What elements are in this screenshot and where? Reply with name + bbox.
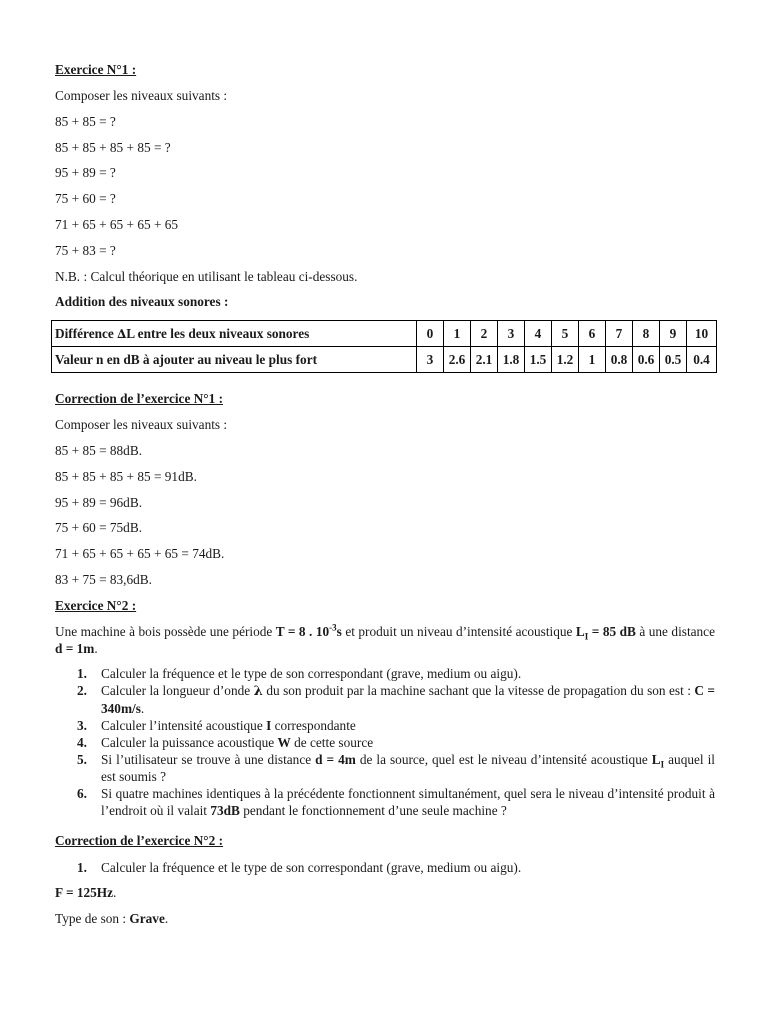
exercise-1-prompt: Composer les niveaux suivants : — [55, 88, 228, 103]
exercise-1-item: 75 + 83 = ? — [55, 243, 116, 258]
correction-1-item: 95 + 89 = 96dB. — [55, 495, 143, 510]
correction-1-title: Correction de l’exercice N°1 : — [55, 391, 224, 406]
table-cell: 3 — [498, 321, 525, 347]
correction-1-item: 83 + 75 = 83,6dB. — [55, 572, 152, 587]
table-row — [52, 347, 717, 373]
list-item: 6. Si quatre machines identiques à la précédente fonctionnent simultanément, quel sera le niveau d’intensité produit à l’endroit où il valait 73dB pendant le fonctionnement d’une seule machine ? — [77, 786, 715, 818]
table-cell: 1 — [579, 347, 606, 373]
correction-2-title: Correction de l’exercice N°2 : — [55, 833, 224, 848]
table-cell: 0.6 — [633, 347, 660, 373]
list-item: 4. Calculer la puissance acoustique W de cette source — [77, 735, 374, 750]
table-cell: 10 — [687, 321, 717, 347]
table-cell: 8 — [633, 321, 660, 347]
correction-1-item: 75 + 60 = 75dB. — [55, 520, 143, 535]
exercise-1-item: 85 + 85 = ? — [55, 114, 116, 129]
table-cell: 0.5 — [660, 347, 687, 373]
table-cell: 2.6 — [444, 347, 471, 373]
table-cell: 1.8 — [498, 347, 525, 373]
table-cell: 5 — [552, 321, 579, 347]
exercise-2-title: Exercice N°2 : — [55, 598, 137, 613]
list-item: 2. Calculer la longueur d’onde λ du son produit par la machine sachant que la vitesse de propagation du son est : C = 340m/s. — [77, 683, 715, 716]
table-row-label: Valeur n en dB à ajouter au niveau le plus fort — [52, 347, 417, 373]
table-cell: 9 — [660, 321, 687, 347]
table-cell: 1 — [444, 321, 471, 347]
table-cell: 7 — [606, 321, 633, 347]
table-row — [52, 321, 717, 347]
list-item: 1. Calculer la fréquence et le type de son correspondant (grave, medium ou aigu). — [77, 860, 522, 875]
table-cell: 2.1 — [471, 347, 498, 373]
table-cell: 0 — [417, 321, 444, 347]
list-item: 1. Calculer la fréquence et le type de son correspondant (grave, medium ou aigu). — [77, 666, 522, 681]
correction-1-prompt: Composer les niveaux suivants : — [55, 417, 228, 432]
list-item: 3. Calculer l’intensité acoustique I correspondante — [77, 718, 356, 733]
exercise-2-questions — [55, 665, 715, 819]
exercise-1-title: Exercice N°1 : — [55, 62, 137, 77]
table-cell: 2 — [471, 321, 498, 347]
exercise-1-item: 71 + 65 + 65 + 65 + 65 — [55, 217, 179, 232]
correction-1-item: 85 + 85 = 88dB. — [55, 443, 143, 458]
table-cell: 3 — [417, 347, 444, 373]
table-cell: 1.5 — [525, 347, 552, 373]
sound-level-table — [51, 320, 717, 373]
table-title: Addition des niveaux sonores : — [55, 294, 229, 309]
exercise-1-item: 95 + 89 = ? — [55, 165, 116, 180]
table-cell: 4 — [525, 321, 552, 347]
table-cell: 1.2 — [552, 347, 579, 373]
exercise-2-intro: Une machine à bois possède une période T = 8 . $10^{-3}s$ et produit un niveau d’intensité acoustique $L_I = 85$ dB à une distance d = 1m. — [55, 622, 715, 656]
table-row-label: Différence ∆L entre les deux niveaux sonores — [52, 321, 417, 347]
table-cell: 0.4 — [687, 347, 717, 373]
correction-2-questions — [55, 859, 715, 876]
exercise-1-item: 75 + 60 = ? — [55, 191, 116, 206]
list-item: 5. Si l’utilisateur se trouve à une distance d = 4m de la source, quel est le niveau d’intensité acoustique $L_I$ auquel il est soumis ? — [77, 752, 715, 784]
answer-frequency: F = 125Hz. — [55, 885, 117, 900]
table-cell: 0.8 — [606, 347, 633, 373]
exercise-1-item: 85 + 85 + 85 + 85 = ? — [55, 140, 171, 155]
table-cell: 6 — [579, 321, 606, 347]
exercise-1-note: N.B. : Calcul théorique en utilisant le tableau ci-dessous. — [55, 269, 358, 284]
answer-sound-type: Type de son : Grave. — [55, 911, 169, 926]
correction-1-item: 71 + 65 + 65 + 65 + 65 = 74dB. — [55, 546, 225, 561]
correction-1-item: 85 + 85 + 85 + 85 = 91dB. — [55, 469, 197, 484]
